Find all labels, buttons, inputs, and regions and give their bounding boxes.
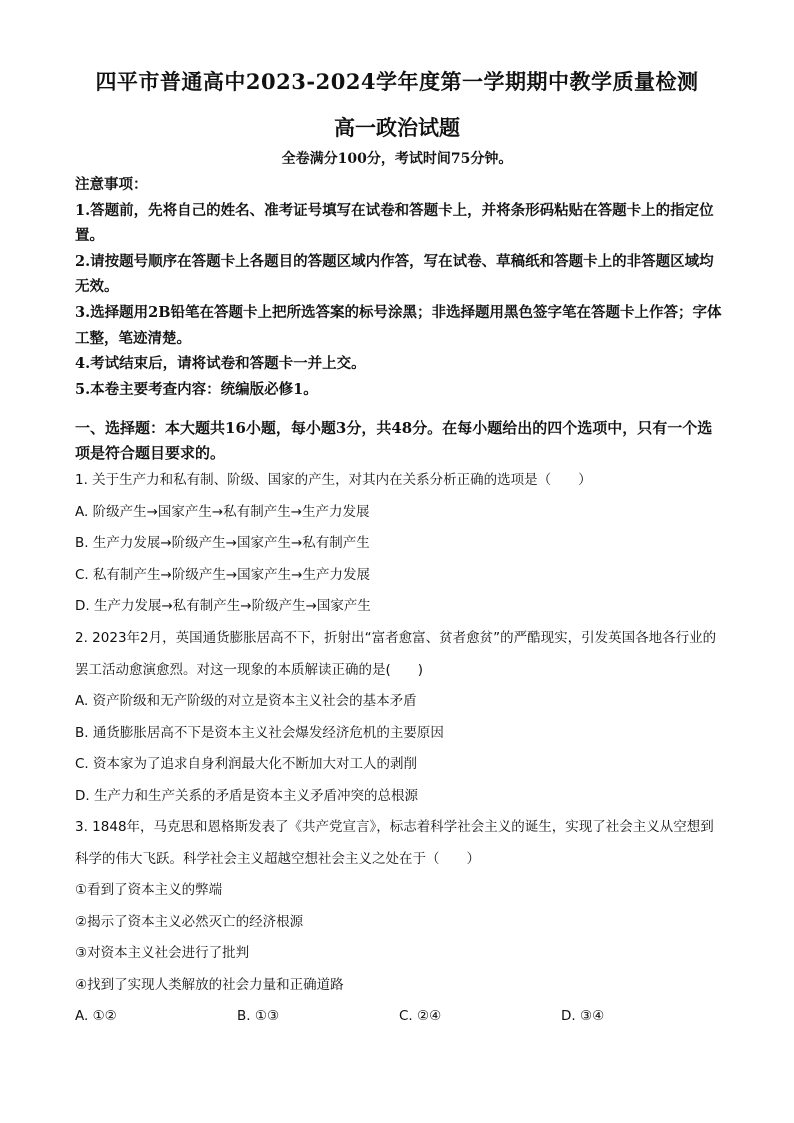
note-item: 1.答题前，先将自己的姓名、准考证号填写在试卷和答题卡上，并将条形码粘贴在答题卡上的指定位置。 — [75, 201, 714, 245]
question-1 — [75, 465, 725, 623]
note-item: 4.考试结束后，请将试卷和答题卡一并上交。 — [75, 355, 366, 373]
question-stem: 1. 关于生产力和私有制、阶级、国家的产生，对其内在关系分析正确的选项是（ ） — [75, 472, 592, 488]
statement: ①看到了资本主义的弊端 — [75, 882, 223, 898]
note-item: 5.本卷主要考查内容：统编版必修1。 — [75, 380, 318, 398]
option-b: B. 通货膨胀居高不下是资本主义社会爆发经济危机的主要原因 — [75, 724, 444, 741]
option-c: C. ②④ — [399, 1008, 442, 1024]
exam-subtitle: 高一政治试题 — [334, 115, 460, 140]
question-2 — [75, 623, 725, 812]
section-heading: 一、选择题：本大题共16小题，每小题3分，共48分。在每小题给出的四个选项中，只有一个选项是符合题目要求的。 — [75, 419, 713, 462]
option-a: A. ①② — [75, 1008, 117, 1024]
note-item: 3.选择题用2B铅笔在答题卡上把所选答案的标号涂黑；非选择题用黑色签字笔在答题卡上作答；字体工整，笔迹清楚。 — [75, 303, 722, 347]
notes-block — [75, 172, 725, 402]
statement: ④找到了实现人类解放的社会力量和正确道路 — [75, 976, 344, 993]
option-c: C. 资本家为了追求自身利润最大化不断加大对工人的剥削 — [75, 756, 418, 772]
notes-heading: 注意事项： — [75, 176, 148, 193]
option-b: B. ①③ — [237, 1008, 280, 1024]
statement: ③对资本主义社会进行了批判 — [75, 945, 250, 961]
statement: ②揭示了资本主义必然灭亡的经济根源 — [75, 913, 304, 930]
exam-meta: 全卷满分100分，考试时间75分钟。 — [281, 151, 513, 167]
option-a: A. 资产阶级和无产阶级的对立是资本主义社会的基本矛盾 — [75, 693, 417, 709]
options-row — [75, 1001, 725, 1033]
question-3 — [75, 812, 725, 1033]
option-d: D. 生产力和生产关系的矛盾是资本主义矛盾冲突的总根源 — [75, 787, 418, 804]
option-d: D. 生产力发展→私有制产生→阶级产生→国家产生 — [75, 598, 371, 614]
question-stem: 3. 1848年，马克思和恩格斯发表了《共产党宣言》，标志着科学社会主义的诞生，实现了社会主义从空想到科学的伟大飞跃。科学社会主义超越空想社会主义之处在于（ ） — [75, 819, 714, 867]
option-b: B. 生产力发展→阶级产生→国家产生→私有制产生 — [75, 535, 370, 551]
option-c: C. 私有制产生→阶级产生→国家产生→生产力发展 — [75, 566, 370, 583]
option-d: D. ③④ — [561, 1008, 605, 1024]
exam-title: 四平市普通高中2023-2024学年度第一学期期中教学质量检测 — [95, 69, 699, 94]
note-item: 2.请按题号顺序在答题卡上各题目的答题区域内作答，写在试卷、草稿纸和答题卡上的非答题区域均无效。 — [75, 252, 714, 296]
question-stem: 2. 2023年2月，英国通货膨胀居高不下，折射出“富者愈富、贫者愈贫”的严酷现实，引发英国各地各行业的罢工活动愈演愈烈。对这一现象的本质解读正确的是( ) — [75, 630, 717, 678]
option-a: A. 阶级产生→国家产生→私有制产生→生产力发展 — [75, 503, 370, 520]
